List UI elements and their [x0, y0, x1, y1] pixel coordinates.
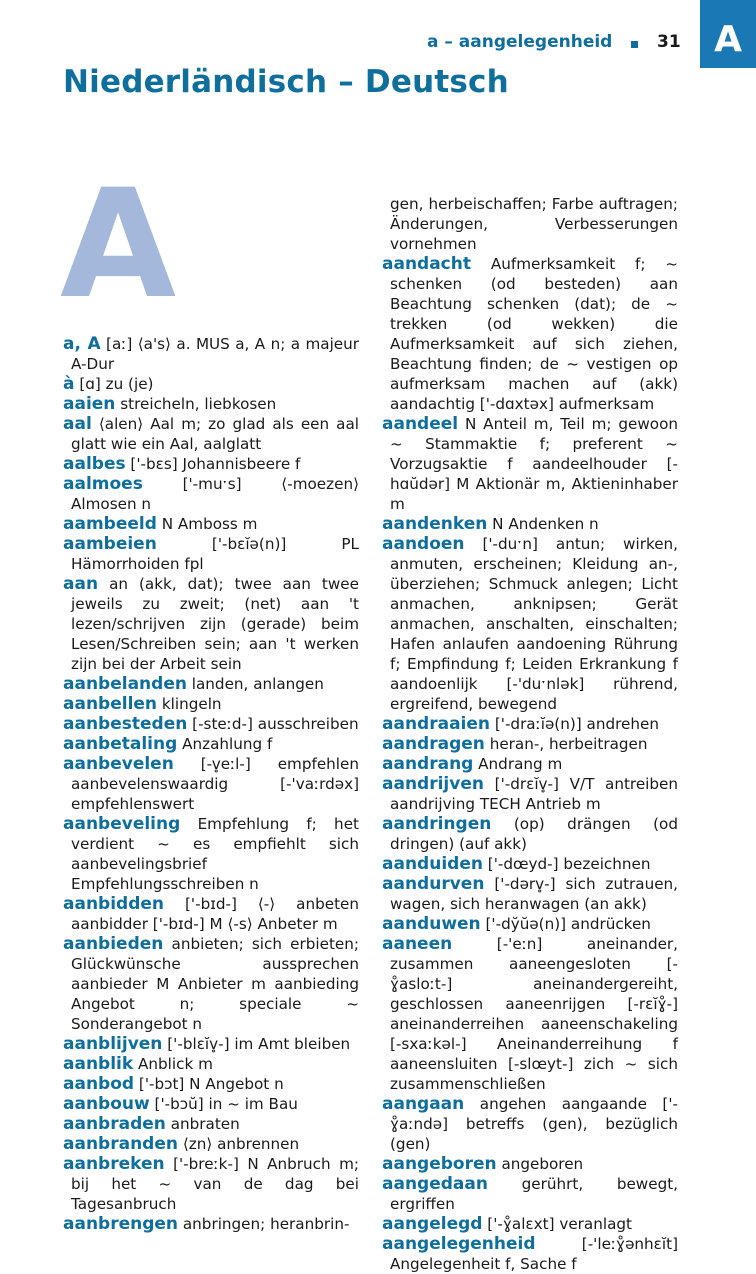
dictionary-entry [382, 414, 678, 514]
entry-headword: aanbelanden [63, 674, 187, 694]
entry-definition: Andrang m [478, 755, 563, 773]
dictionary-entry [63, 1214, 359, 1234]
section-title: Niederländisch – Deutsch [63, 64, 509, 100]
entry-headword: aandurven [382, 874, 485, 894]
entry-headword: aandragen [382, 734, 485, 754]
entry-definition: ['-dərv̥-] sich zutrauen, wagen, sich heranwagen (an akk) [390, 875, 679, 913]
dictionary-entry [63, 1034, 359, 1054]
dictionary-entry [63, 394, 359, 414]
big-letter: A [60, 158, 177, 332]
entry-definition: gen, herbeischaffen; Farbe auftragen; Änderungen, Verbesserungen vornehmen [390, 195, 678, 253]
entry-definition: ['-bɔt] N Angebot n [138, 1075, 284, 1093]
entry-definition: Anblick m [138, 1055, 213, 1073]
entry-definition: angeboren [501, 1155, 584, 1173]
dictionary-entry [382, 814, 678, 854]
entry-headword: aangelegenheid [382, 1234, 536, 1254]
dictionary-entry [63, 754, 359, 814]
dictionary-entry [382, 754, 678, 774]
dictionary-entry [63, 1114, 359, 1134]
dictionary-entry [63, 674, 359, 694]
dictionary-entry [382, 774, 678, 814]
entry-headword: aanblik [63, 1054, 134, 1074]
dictionary-entry [63, 694, 359, 714]
entry-definition: gerührt, bewegt, ergriffen [390, 1175, 678, 1213]
entry-definition: streicheln, liebkosen [120, 395, 277, 413]
entry-definition: ['-blɛĭv̥-] im Amt bleiben [167, 1035, 351, 1053]
column-left [63, 334, 359, 1234]
dictionary-entry [382, 1154, 678, 1174]
running-header [395, 32, 685, 56]
entry-headword: à [63, 374, 75, 394]
entry-headword: aangaan [382, 1094, 465, 1114]
entry-definition: [-steːd-] ausschreiben [192, 715, 359, 733]
entry-headword: aangedaan [382, 1174, 488, 1194]
dictionary-entry [382, 1094, 678, 1154]
entry-headword: aandenken [382, 514, 488, 534]
entry-definition: anbraten [170, 1115, 240, 1133]
entry-headword: aangeboren [382, 1154, 497, 1174]
entry-headword: aalbes [63, 454, 126, 474]
dictionary-entry [63, 534, 359, 574]
entry-definition: [-'leːɣ̊ənhɛĭt] Angelegenheit f, Sache f [390, 1235, 678, 1273]
entry-definition: Aufmerksamkeit f; ~ schenken (od besteden) aan Beachtung schenken (dat); de ~ trekken (od wekken) die Aufmerksamkeit auf sich ziehen, Beachtung finden; de ~ vestigen op aufmerksam machen auf (akk) aandachtig ['-dɑxtəx] aufmerksam [390, 255, 678, 413]
entry-headword: aangelegd [382, 1214, 483, 1234]
dictionary-entry [63, 574, 359, 674]
dictionary-entry [63, 474, 359, 514]
entry-definition: ['-breːk-] N Anbruch m; bij het ~ van de dag bei Tagesanbruch [71, 1155, 359, 1213]
entry-headword: aandoen [382, 534, 465, 554]
entry-headword: aanbrengen [63, 1214, 179, 1234]
entry-headword: aanbevelen [63, 754, 174, 774]
entry-definition: ⟨alen⟩ Aal m; zo glad als een aal glatt wie ein Aal, aalglatt [71, 415, 360, 453]
entry-definition: [ɑ] zu (je) [79, 375, 154, 393]
entry-headword: aan [63, 574, 99, 594]
entry-definition: N Anteil m, Teil m; gewoon ~ Stammaktie f; preferent ~ Vorzugsaktie f aandeelhouder [-hɑŭdər] M Aktionär m, Aktieninhaber m [390, 415, 678, 513]
dictionary-entry [63, 894, 359, 934]
entry-definition: N Andenken n [492, 515, 599, 533]
dictionary-entry [63, 454, 359, 474]
entry-headword: aanbidden [63, 894, 165, 914]
thumb-index-tab: A [700, 0, 756, 68]
entry-definition: angehen aangaande ['-ɣ̊aːndə] betreffs (gen), bezüglich (gen) [390, 1095, 678, 1153]
page-number: 31 [657, 32, 681, 52]
dictionary-entry [382, 534, 678, 714]
entry-headword: aanblijven [63, 1034, 163, 1054]
entry-definition: landen, anlangen [191, 675, 324, 693]
dictionary-entry [63, 514, 359, 534]
entry-definition: ['-dy̆ŭə(n)] andrücken [485, 915, 651, 933]
entry-headword: aanbraden [63, 1114, 166, 1134]
entry-definition: an (akk, dat); twee aan twee jeweils zu zweit; (net) aan 't lezen/schrijven zijn (gerade) beim Lesen/Schreiben sein; aan 't werken zijn bei der Arbeit sein [71, 575, 359, 673]
entry-headword: aambeeld [63, 514, 157, 534]
entry-definition: ⟨zn⟩ anbrennen [182, 1135, 300, 1153]
entry-headword: aandringen [382, 814, 492, 834]
entry-definition: Anzahlung f [182, 735, 273, 753]
dictionary-entry [382, 874, 678, 914]
entry-definition: [-'eːn] aneinander, zusammen aaneengesloten [-ɣ̊asloːt-] aneinandergereiht, geschlossen aaneenrijgen [-rɛĭɣ̊-] aneinanderreihen aaneenschakeling [-sxaːkəl-] Aneinanderreihung f aaneensluiten [-slœyt-] zich ~ sich zusammenschließen [390, 935, 679, 1093]
dictionary-entry [382, 194, 678, 254]
entry-definition: ['-bɛs] Johannisbeere f [130, 455, 301, 473]
entry-headword: aanbranden [63, 1134, 178, 1154]
dictionary-entry [63, 1134, 359, 1154]
entry-definition: ['-ɣ̊alɛxt] veranlagt [487, 1215, 632, 1233]
entry-definition: ['-duˑn] antun; wirken, anmuten, erscheinen; Kleidung an-, überziehen; Schmuck anlegen; Licht anmachen, anknipsen; Gerät anmachen, anschalten, einschalten; Hafen anlaufen aandoening Rührung f; Empfindung f; Leiden Erkrankung f aandoenlijk [-'duˑnlək] rührend, ergreifend, bewegend [390, 535, 678, 713]
entry-headword: a, A [63, 334, 101, 354]
entry-definition: ['-draːĭə(n)] andrehen [494, 715, 659, 733]
entry-headword: aanbieden [63, 934, 164, 954]
dictionary-entry [63, 1154, 359, 1214]
header-range: a – aangelegenheid [427, 32, 613, 52]
entry-definition: ['-bɪd-] ⟨-⟩ anbeten aanbidder ['-bɪd-] M ⟨-s⟩ Anbeter m [71, 895, 359, 933]
entry-definition: ['-dœyd-] bezeichnen [487, 855, 651, 873]
entry-headword: aandeel [382, 414, 459, 434]
dictionary-entry [63, 734, 359, 754]
entry-headword: aanbellen [63, 694, 158, 714]
dictionary-entry [63, 1054, 359, 1074]
entry-headword: aanduiden [382, 854, 483, 874]
dictionary-entry [382, 254, 678, 414]
entry-headword: aanbeveling [63, 814, 181, 834]
entry-headword: aandraaien [382, 714, 491, 734]
entry-definition: ['-bɛĭə(n)] PL Hämorrhoiden fpl [71, 535, 359, 573]
dictionary-entry [382, 714, 678, 734]
entry-definition: N Amboss m [161, 515, 258, 533]
dictionary-entry [63, 934, 359, 1034]
entry-headword: aandacht [382, 254, 471, 274]
entry-headword: aambeien [63, 534, 157, 554]
entry-definition: anbringen; heranbrin- [182, 1215, 350, 1233]
column-right [382, 194, 678, 1274]
entry-headword: aanbreken [63, 1154, 165, 1174]
dictionary-entry [63, 814, 359, 894]
dictionary-entry [382, 854, 678, 874]
header-separator-square [631, 41, 638, 48]
dictionary-entry [63, 1094, 359, 1114]
entry-definition: ['-drɛĭv̥-] V/T antreiben aandrijving TECH Antrieb m [390, 775, 679, 813]
entry-definition: [aː] ⟨a's⟩ a. MUS a, A n; a majeur A-Dur [71, 335, 359, 373]
entry-headword: aalmoes [63, 474, 143, 494]
dictionary-entry [382, 1174, 678, 1214]
dictionary-entry [382, 1214, 678, 1234]
entry-definition: ['-bɔŭ] in ~ im Bau [154, 1095, 298, 1113]
entry-headword: aanbesteden [63, 714, 188, 734]
entry-headword: aaien [63, 394, 116, 414]
dictionary-entry [382, 1234, 678, 1274]
entry-definition: (op) drängen (od dringen) (auf akk) [390, 815, 678, 853]
entry-headword: aanbod [63, 1074, 135, 1094]
dictionary-entry [382, 734, 678, 754]
entry-headword: aandrang [382, 754, 474, 774]
entry-definition: ['-muˑs] ⟨-moezen⟩ Almosen n [71, 475, 359, 513]
entry-definition: [-v̥eːl-] empfehlen aanbevelenswaardig [-'vaːrdəx] empfehlenswert [71, 755, 359, 813]
entry-headword: aanbetaling [63, 734, 178, 754]
dictionary-entry [63, 1074, 359, 1094]
dictionary-entry [63, 334, 359, 374]
dictionary-entry [382, 934, 678, 1094]
entry-definition: heran-, herbeitragen [489, 735, 648, 753]
dictionary-entry [63, 414, 359, 454]
entry-definition: Empfehlung f; het verdient ~ es empfiehlt sich aanbevelingsbrief Empfehlungsschreiben n [71, 815, 359, 893]
dictionary-entry [63, 374, 359, 394]
entry-definition: klingeln [161, 695, 222, 713]
entry-headword: aanbouw [63, 1094, 150, 1114]
dictionary-entry [382, 514, 678, 534]
entry-definition: anbieten; sich erbieten; Glückwünsche aussprechen aanbieder M Anbieter m aanbieding Angebot n; speciale ~ Sonderangebot n [71, 935, 359, 1033]
entry-headword: aaneen [382, 934, 453, 954]
entry-headword: aanduwen [382, 914, 481, 934]
entry-headword: aandrijven [382, 774, 484, 794]
dictionary-entry [382, 914, 678, 934]
dictionary-entry [63, 714, 359, 734]
entry-headword: aal [63, 414, 92, 434]
